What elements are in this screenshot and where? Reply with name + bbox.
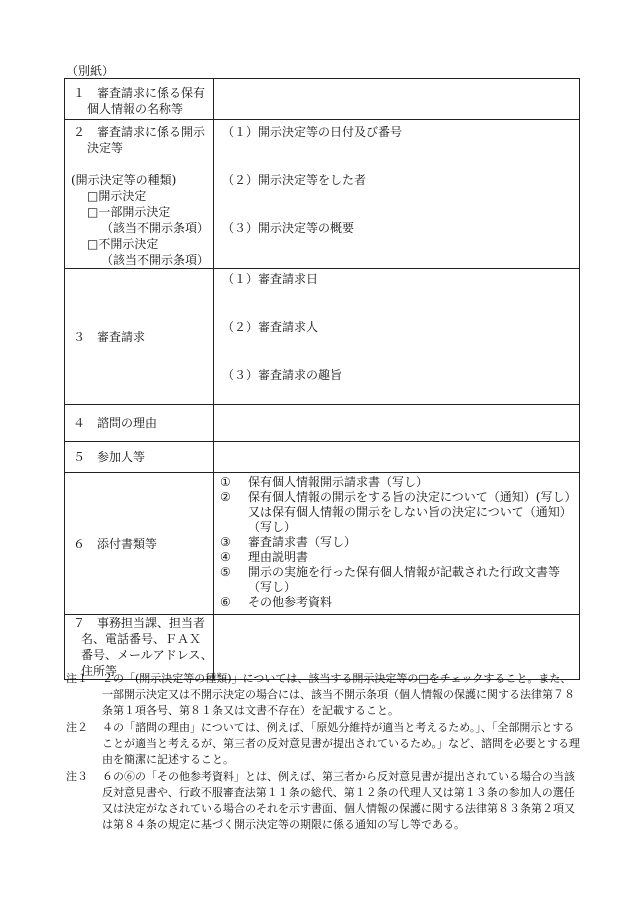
- row-personal-info-name: [65, 79, 580, 120]
- row5-label: ５ 参加人等: [73, 450, 146, 464]
- row3-label: ３ 審査請求: [73, 329, 146, 344]
- row6-label-cell: [65, 473, 214, 615]
- note-label: 注３: [66, 770, 88, 783]
- attachment-mark: ②: [220, 490, 231, 504]
- decision-maker: （２）開示決定等をした者: [222, 173, 367, 187]
- attachment-mark: ④: [220, 550, 231, 564]
- row-contact-info: [65, 615, 580, 680]
- row-participants: [65, 442, 580, 473]
- row4-label: ４ 諮問の理由: [73, 416, 158, 430]
- row1-label-line1: １ 審査請求に係る保有: [73, 86, 206, 100]
- attachment-text: 審査請求書（写し）: [248, 535, 357, 549]
- row2-label-cell: [65, 120, 214, 269]
- note-text: ２の「(開示決定等の種類)」については、該当する開示決定等の□をチェックすること。また、一部開示決定又は不開示決定の場合には、該当不開示条項（個人情報の保護に関する法律第７８条第１項各号、第８１条又は文書不存在）を記載すること。: [102, 672, 575, 717]
- row2-value-cell[interactable]: [214, 120, 580, 269]
- row2-label-line1: ２ 審査請求に係る開示: [73, 125, 206, 139]
- row5-label-cell: [65, 442, 214, 473]
- row4-label-cell: [65, 405, 214, 442]
- attachment-item: [220, 565, 575, 595]
- attachment-mark: ①: [220, 475, 231, 489]
- attachment-text: 開示の実施を行った保有個人情報が記載された行政文書等（写し）: [248, 565, 561, 594]
- row3-label-cell: [65, 269, 214, 405]
- attachment-text: その他参考資料: [248, 595, 333, 609]
- review-requester: （２）審査請求人: [222, 320, 319, 334]
- row7-label-line3: 番号、メールアドレス、: [81, 648, 213, 662]
- row7-value-cell[interactable]: [214, 615, 580, 680]
- partial-exemption-clause: （該当不開示条項）: [101, 221, 210, 235]
- attachment-item: [220, 535, 575, 550]
- row-disclosure-decision: [65, 120, 580, 269]
- decision-date-number: （１）開示決定等の日付及び番号: [222, 125, 403, 139]
- row1-label-cell: [65, 79, 214, 120]
- row-review-request: [65, 269, 580, 405]
- row6-label: ６ 添付書類等: [73, 536, 158, 551]
- attachment-item: [220, 550, 575, 565]
- review-request-purpose: （３）審査請求の趣旨: [222, 368, 343, 382]
- row7-label-line4: 住所等: [81, 664, 118, 678]
- attachment-item: [220, 475, 575, 490]
- attachment-text: 保有個人情報開示請求書（写し）: [248, 475, 429, 489]
- note-item: [66, 769, 582, 833]
- attachment-mark: ⑤: [220, 565, 231, 579]
- decision-summary: （３）開示決定等の概要: [222, 221, 355, 235]
- row5-value-cell[interactable]: [214, 442, 580, 473]
- row1-value-cell[interactable]: [214, 79, 580, 120]
- row7-label-cell: [65, 615, 214, 680]
- option-non-disclosure[interactable]: □不開示決定: [87, 237, 159, 251]
- non-disclosure-exemption-clause: （該当不開示条項）: [101, 253, 210, 267]
- row4-value-cell[interactable]: [214, 405, 580, 442]
- row1-label-line2: 個人情報の名称等: [87, 102, 184, 116]
- option-full-disclosure[interactable]: □開示決定: [87, 189, 147, 203]
- row7-label-line2: 名、電話番号、ＦＡＸ: [81, 632, 202, 646]
- row6-value-cell: [214, 473, 580, 615]
- attachment-item: [220, 490, 575, 535]
- notes-section: [66, 671, 582, 834]
- note-text: ４の「諮問の理由」については、例えば、「原処分維持が適当と考えるため。」、「全部開示とすることが適当と考えるが、第三者の反対意見書が提出されているため。」など、諮問を必要とする理由を簡潔に記述すること。: [102, 721, 581, 766]
- note-label: 注２: [66, 721, 88, 734]
- row-consultation-reason: [65, 405, 580, 442]
- attachment-mark: ⑥: [220, 595, 231, 609]
- note-item: [66, 720, 582, 768]
- attachment-item: [220, 595, 575, 610]
- option-partial-disclosure[interactable]: □一部開示決定: [87, 205, 171, 219]
- attachment-text: 理由説明書: [248, 550, 309, 564]
- appendix-tag: （別紙）: [66, 64, 115, 78]
- submission-form-table: [64, 78, 580, 680]
- row2-label-line2: 決定等: [87, 141, 124, 155]
- row7-label-line1: ７ 事務担当課、担当者: [73, 616, 206, 630]
- note-label: 注１: [66, 672, 88, 685]
- decision-type-heading: (開示決定等の種類): [71, 173, 177, 187]
- row3-value-cell[interactable]: [214, 269, 580, 405]
- note-text: ６の⑥の「その他参考資料」とは、例えば、第三者から反対意見書が提出されている場合の当該反対意見書や、行政不服審査法第１１条の総代、第１２条の代理人又は第１３条の参加人の選任又は決定がなされている場合のそれを示す書面、個人情報の保護に関する法律第８３条第２項又は第８４条の規定に基づく開示決定等の期限に係る通知の写し等である。: [102, 770, 575, 831]
- review-request-date: （１）審査請求日: [222, 272, 319, 286]
- row-attached-documents: [65, 473, 580, 615]
- note-item: [66, 671, 582, 719]
- attachment-mark: ③: [220, 535, 231, 549]
- attachment-text: 保有個人情報の開示をする旨の決定について（通知）(写し）又は保有個人情報の開示をしない旨の決定について（通知）（写し）: [248, 490, 572, 534]
